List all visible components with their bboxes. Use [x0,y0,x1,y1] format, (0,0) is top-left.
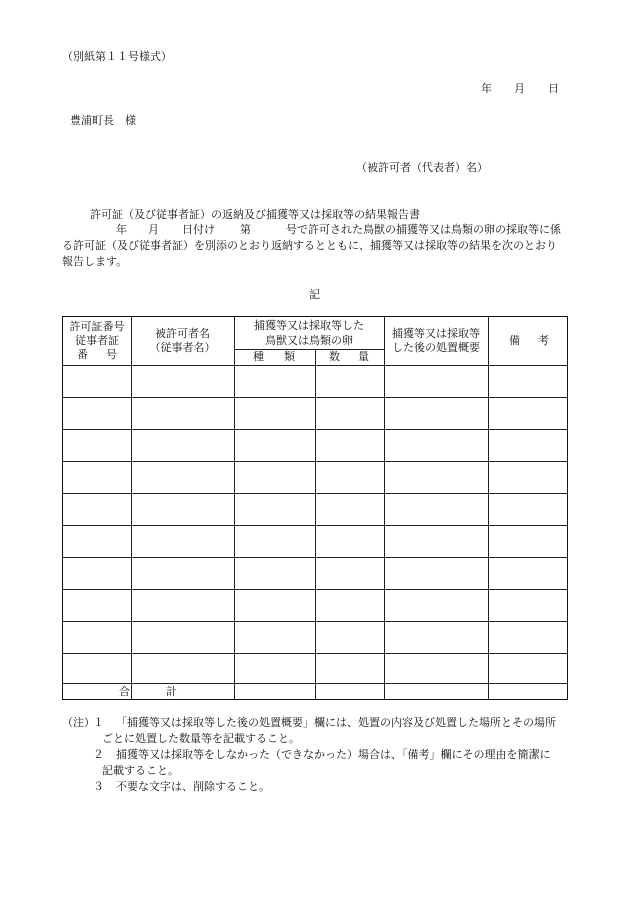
result-table [62,316,568,700]
notes-label: （注） [62,716,95,729]
addressee: 豊浦町長 様 [70,114,136,127]
total-label-a: 合 [119,685,130,698]
table-vline [234,317,235,699]
table-vline [488,317,489,699]
table-row-line [63,653,567,654]
header-number [77,348,117,362]
table-row-line [63,493,567,494]
body-dated: 日付け [182,223,215,236]
note2-number: ２ [93,748,104,761]
header-kind-b: 類 [284,350,295,363]
note1-number: １ [93,716,104,729]
header-worker-name: （従事者名） [149,341,216,354]
header-remarks-a: 備 [509,334,520,347]
note2-line1: 捕獲等又は採取等をしなかった（できなかった）場合は、「備考」欄にその理由を簡潔に [116,748,551,761]
note2-line2: 記載すること。 [102,764,179,777]
table-row-line [63,397,567,398]
table-row-line [63,557,567,558]
body-year: 年 [116,223,127,236]
header-quantity [329,350,369,364]
body-month: 月 [148,223,159,236]
table-row-line [63,683,567,684]
date-day-label: 日 [548,82,559,95]
header-quantity-a: 数 [329,350,340,363]
header-remarks [509,334,549,348]
table-row-line [63,429,567,430]
header-worker-cert: 従事者証 [75,334,119,347]
date-year-label: 年 [481,82,492,95]
total-label [119,685,177,699]
note3-line1: 不要な文字は、削除すること。 [116,780,270,793]
form-id: （別紙第１１号様式） [62,50,172,63]
header-kind-a: 種 [253,350,264,363]
table-vline [384,317,385,699]
ki-heading: 記 [309,288,320,301]
header-permittee-name: 被許可者名 [155,327,210,340]
header-disposal: 捕獲等又は採取等 [392,327,480,340]
table-vline [315,349,316,699]
table-row-line [63,461,567,462]
header-quantity-b: 量 [358,350,369,363]
note1-line1: 「捕獲等又は採取等した後の処置概要」欄には、処置の内容及び処置した場所とその場所 [116,716,556,729]
body-dai: 第 [240,223,251,236]
date-month-label: 月 [514,82,525,95]
header-number-a: 番 [77,348,88,361]
body-line2: る許可証（及び従事者証）を別添のとおり返納するとともに、捕獲等又は採取等の結果を次のとおり [62,239,557,252]
header-disposal-summary: した後の処置概要 [392,341,480,354]
table-row-line [63,621,567,622]
body-line1-rest: 号で許可された鳥獣の捕獲等又は鳥類の卵の採取等に係 [286,223,561,236]
total-label-b: 計 [166,685,177,698]
table-row-line [63,525,567,526]
header-birds-eggs: 鳥獣又は鳥類の卵 [265,334,353,347]
document-title: 許可証（及び従事者証）の返納及び捕獲等又は採取等の結果報告書 [90,208,420,221]
header-remarks-b: 考 [538,334,549,347]
table-vline [131,317,132,699]
header-permit-no: 許可証番号 [69,320,125,333]
header-number-b: 号 [106,348,117,361]
header-kind [253,350,295,364]
header-captured: 捕獲等又は採取等した [254,319,364,332]
note3-number: ３ [93,780,104,793]
table-row-line [63,589,567,590]
table-row-line [63,365,567,366]
applicant-label: （被許可者（代表者）名） [356,161,488,174]
note1-line2: ごとに処置した数量等を記載すること。 [102,732,300,745]
body-line3: 報告します。 [62,255,128,268]
